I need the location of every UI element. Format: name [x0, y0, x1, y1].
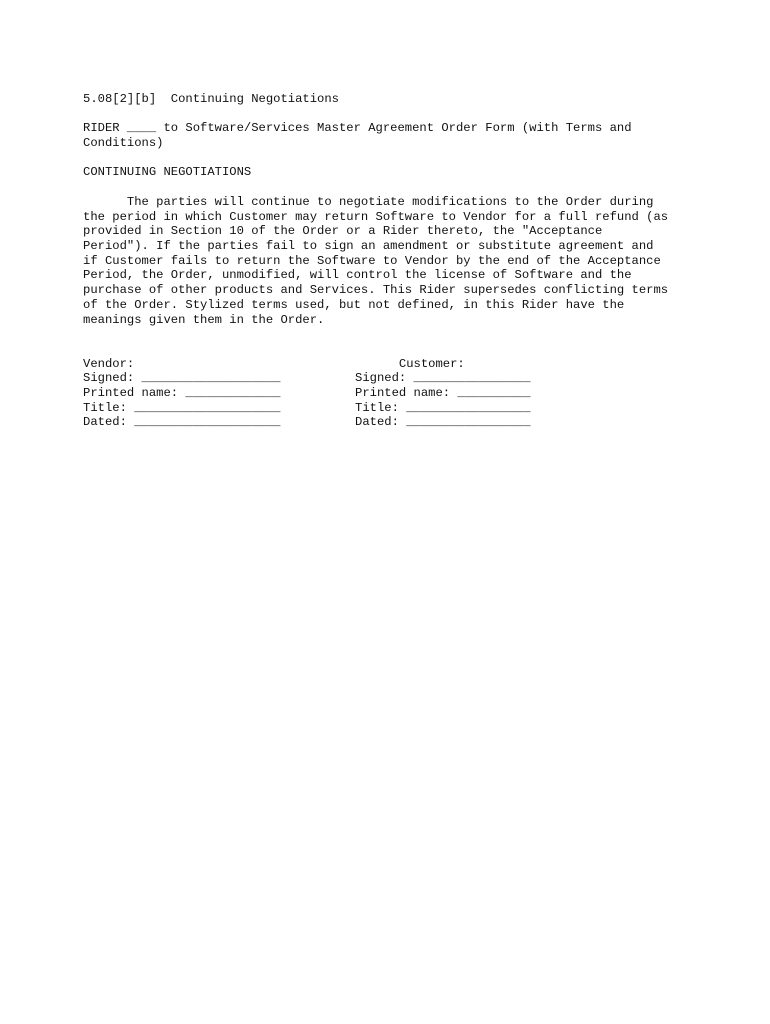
- customer-header: Customer:: [355, 356, 465, 371]
- body-line: Period, the Order, unmodified, will control the license of Software and the: [83, 268, 632, 283]
- customer-dated-line: Dated: _________________: [355, 415, 531, 430]
- body-line: purchase of other products and Services. This Rider supersedes conflicting terms: [83, 283, 669, 298]
- body-line: provided in Section 10 of the Order or a Rider thereto, the "Acceptance: [83, 224, 603, 239]
- vendor-title-line: Title: ____________________: [83, 400, 281, 415]
- section-reference: 5.08[2][b] Continuing Negotiations: [83, 92, 339, 106]
- customer-signature-column: [355, 357, 531, 431]
- body-line: The parties will continue to negotiate modifications to the Order during: [83, 194, 654, 209]
- body-line: of the Order. Stylized terms used, but not defined, in this Rider have the: [83, 297, 625, 312]
- body-line: if Customer fails to return the Software to Vendor by the end of the Acceptance: [83, 253, 661, 268]
- signature-block: [83, 357, 723, 431]
- customer-signed-line: Signed: ________________: [355, 371, 531, 386]
- body-line: meanings given them in the Order.: [83, 312, 325, 327]
- section-heading: CONTINUING NEGOTIATIONS: [83, 165, 252, 180]
- vendor-signed-line: Signed: ___________________: [83, 371, 281, 386]
- vendor-signature-column: [83, 357, 280, 431]
- customer-printed-name-line: Printed name: __________: [355, 386, 531, 400]
- customer-title-line: Title: _________________: [355, 400, 531, 415]
- body-paragraph: [83, 195, 723, 327]
- rider-title-line: RIDER ____ to Software/Services Master Agreement Order Form (with Terms and: [83, 121, 632, 136]
- vendor-header: Vendor:: [83, 356, 135, 371]
- body-line: the period in which Customer may return Software to Vendor for a full refund (as: [83, 209, 669, 224]
- rider-document: [83, 92, 723, 431]
- body-line: Period"). If the parties fail to sign an amendment or substitute agreement and: [83, 238, 654, 253]
- vendor-dated-line: Dated: ____________________: [83, 415, 281, 430]
- vendor-printed-name-line: Printed name: _____________: [83, 386, 281, 400]
- rider-title: [83, 121, 723, 150]
- rider-title-line: Conditions): [83, 136, 164, 151]
